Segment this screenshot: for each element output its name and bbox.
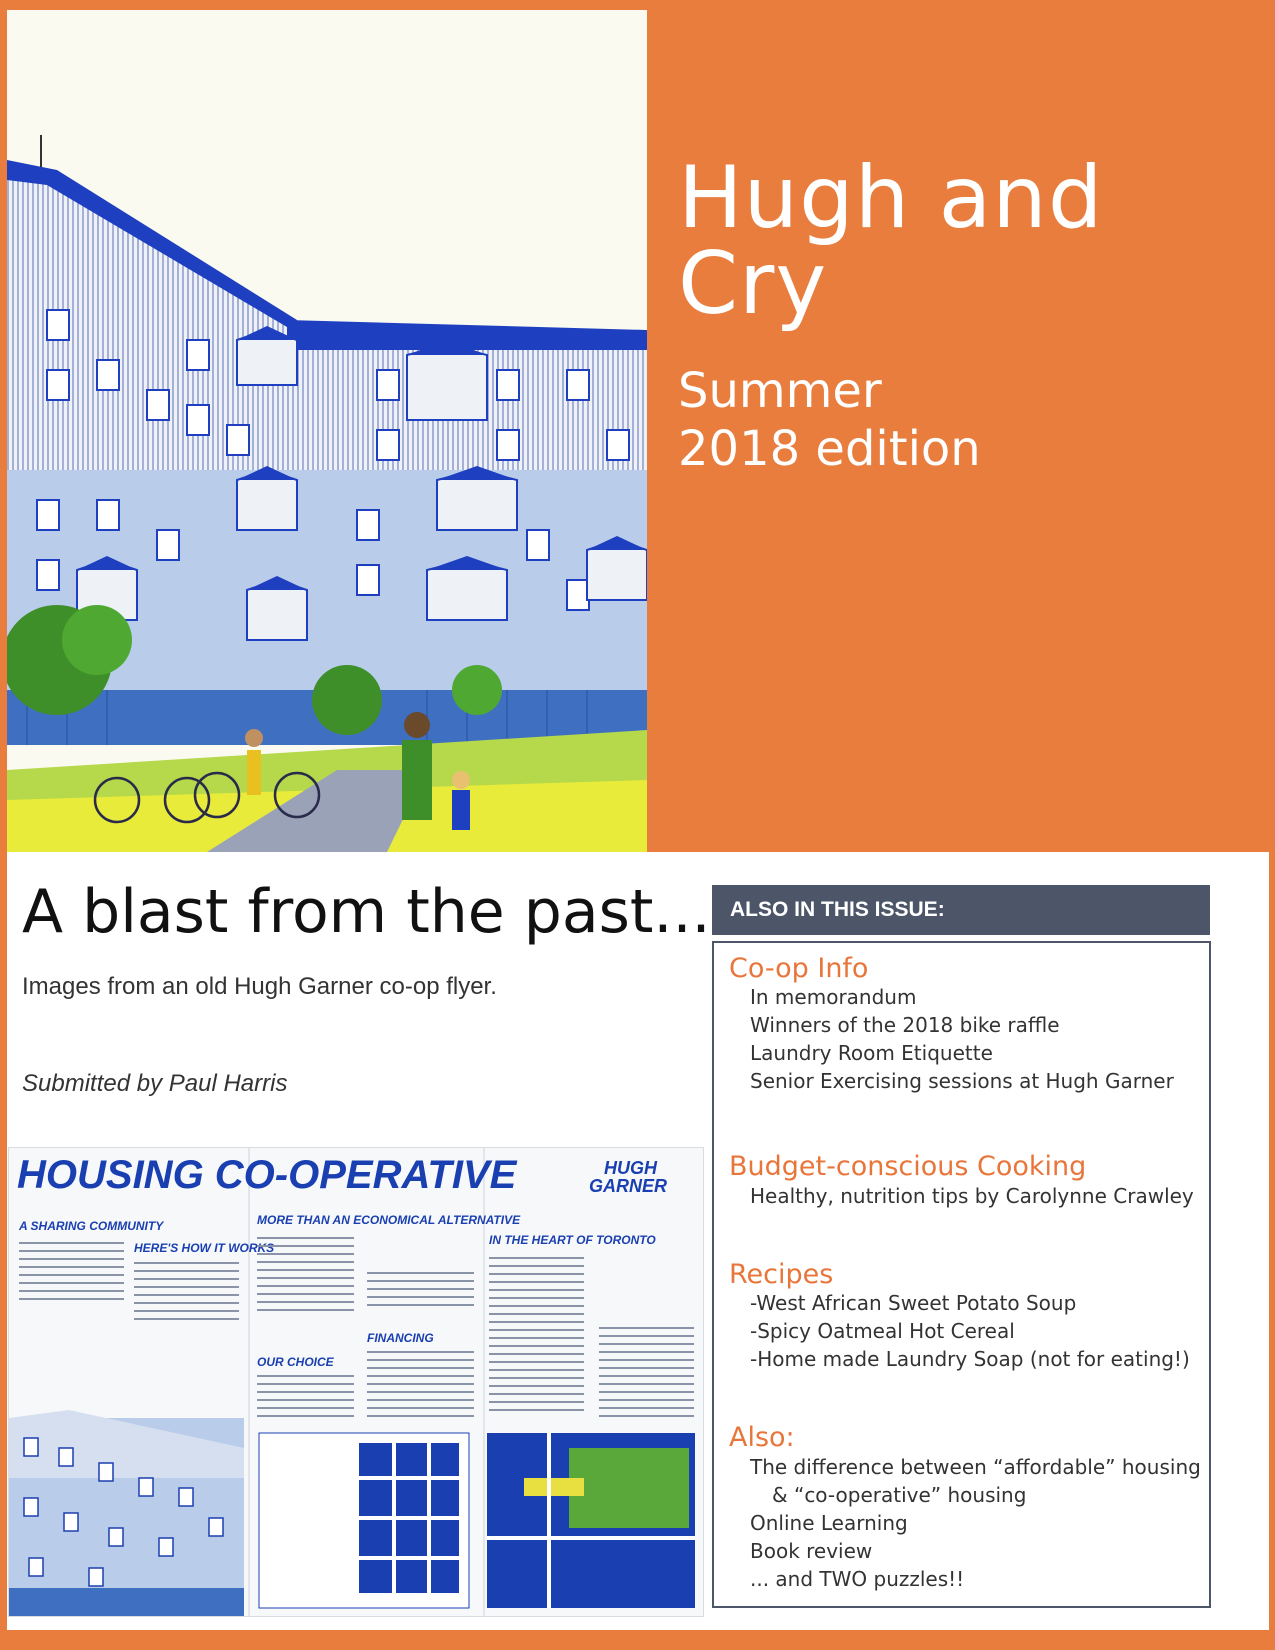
edition-label bbox=[678, 362, 981, 478]
flyer-logo-line1: HUGH bbox=[604, 1158, 657, 1178]
section-items-co-op-info bbox=[750, 983, 1174, 1095]
section-items-budget-cooking bbox=[750, 1182, 1194, 1210]
list-item: The difference between “affordable” housing bbox=[750, 1455, 1201, 1479]
list-item: Book review bbox=[750, 1539, 873, 1563]
list-item: Winners of the 2018 bike raffle bbox=[750, 1013, 1060, 1037]
feature-title: A blast from the past... bbox=[22, 877, 711, 947]
also-in-this-issue-header: ALSO IN THIS ISSUE: bbox=[712, 885, 1210, 935]
flyer-more: MORE THAN AN ECONOMICAL ALTERNATIVE bbox=[257, 1213, 521, 1227]
flyer-headline: HOUSING CO-OPERATIVE bbox=[17, 1153, 517, 1197]
edition-season: Summer bbox=[678, 363, 882, 419]
feature-subtitle: Images from an old Hugh Garner co-op flyer. bbox=[22, 973, 497, 1000]
co-op-flyer-image bbox=[8, 1147, 704, 1617]
list-item: Online Learning bbox=[750, 1511, 908, 1535]
list-item: Healthy, nutrition tips by Carolynne Crawley bbox=[750, 1184, 1194, 1208]
flyer-financing: FINANCING bbox=[367, 1331, 434, 1345]
list-item: & “co-operative” housing bbox=[772, 1483, 1027, 1507]
masthead-title: Hugh and Cry bbox=[678, 148, 1104, 334]
section-title-also: Also: bbox=[729, 1422, 795, 1453]
flyer-logo-line2: GARNER bbox=[589, 1176, 668, 1196]
list-item: ... and TWO puzzles!! bbox=[750, 1567, 965, 1591]
section-title-recipes: Recipes bbox=[729, 1259, 834, 1290]
edition-year: 2018 edition bbox=[678, 421, 981, 477]
section-items-also bbox=[750, 1453, 1201, 1593]
list-item: -Home made Laundry Soap (not for eating!) bbox=[750, 1347, 1190, 1371]
section-title-co-op-info: Co-op Info bbox=[729, 953, 869, 984]
flyer-how: HERE'S HOW IT WORKS bbox=[134, 1241, 275, 1255]
flyer-choice: OUR CHOICE bbox=[257, 1355, 334, 1369]
feature-byline: Submitted by Paul Harris bbox=[22, 1070, 288, 1097]
section-title-budget-cooking: Budget-conscious Cooking bbox=[729, 1151, 1087, 1182]
list-item: In memorandum bbox=[750, 985, 917, 1009]
cover-illustration bbox=[7, 10, 647, 852]
flyer-sharing: A SHARING COMMUNITY bbox=[19, 1219, 164, 1233]
list-item: -West African Sweet Potato Soup bbox=[750, 1291, 1077, 1315]
list-item: -Spicy Oatmeal Hot Cereal bbox=[750, 1319, 1015, 1343]
section-items-recipes bbox=[750, 1289, 1190, 1373]
flyer-heart: IN THE HEART OF TORONTO bbox=[489, 1233, 656, 1247]
list-item: Senior Exercising sessions at Hugh Garner bbox=[750, 1069, 1174, 1093]
list-item: Laundry Room Etiquette bbox=[750, 1041, 993, 1065]
